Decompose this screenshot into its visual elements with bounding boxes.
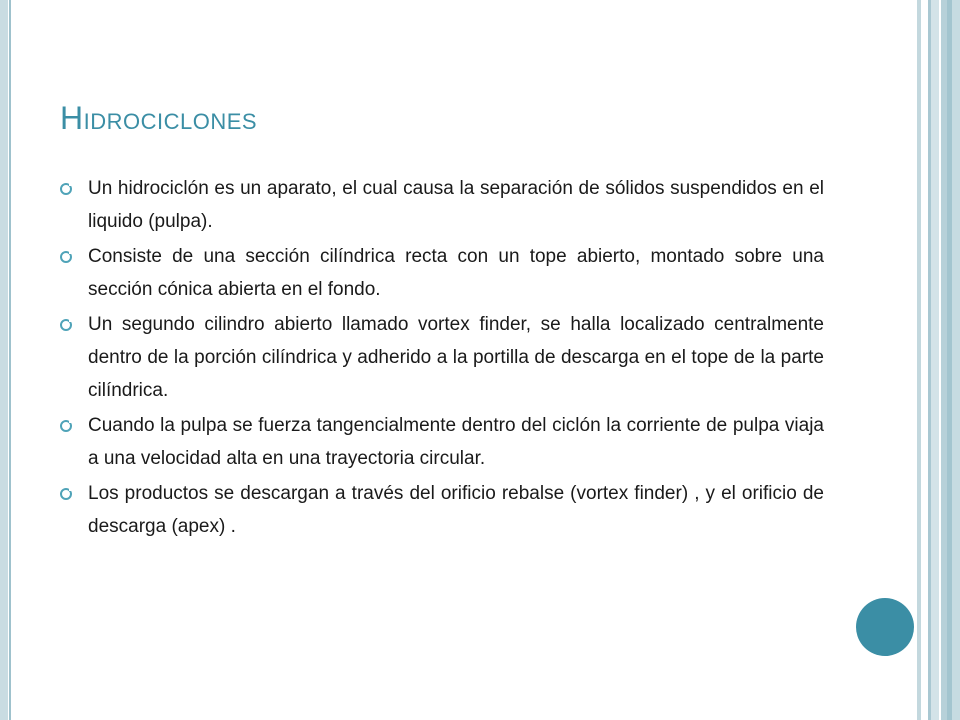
bullet-text: Un hidrociclón es un aparato, el cual causa la separación de sólidos suspendidos en el liquido (pulpa). <box>88 178 824 232</box>
bullet-item <box>60 409 824 475</box>
bullet-text: Los productos se descargan a través del orificio rebalse (vortex finder) , y el orificio de descarga (apex) . <box>88 483 824 537</box>
bullet-text: Un segundo cilindro abierto llamado vortex finder, se halla localizado centralmente dentro de la porción cilíndrica y adherido a la portilla de descarga en el tope de la parte cilíndrica. <box>88 314 824 401</box>
bullet-list <box>60 172 824 545</box>
bullet-text: Consiste de una sección cilíndrica recta con un tope abierto, montado sobre una sección cónica abierta en el fondo. <box>88 246 824 300</box>
circle-bullet-icon <box>60 420 72 432</box>
circle-bullet-icon <box>60 488 72 500</box>
bullet-item <box>60 477 824 543</box>
right-border-stripes <box>917 0 960 720</box>
accent-circle-decoration <box>856 598 914 656</box>
bullet-text: Cuando la pulpa se fuerza tangencialmente dentro del ciclón la corriente de pulpa viaja a una velocidad alta en una trayectoria circular. <box>88 415 824 469</box>
left-border-stripes <box>0 0 11 720</box>
circle-bullet-icon <box>60 319 72 331</box>
bullet-item <box>60 172 824 238</box>
bullet-item <box>60 308 824 407</box>
circle-bullet-icon <box>60 183 72 195</box>
circle-bullet-icon <box>60 251 72 263</box>
bullet-item <box>60 240 824 306</box>
slide-title: Hidrociclones <box>60 100 258 136</box>
